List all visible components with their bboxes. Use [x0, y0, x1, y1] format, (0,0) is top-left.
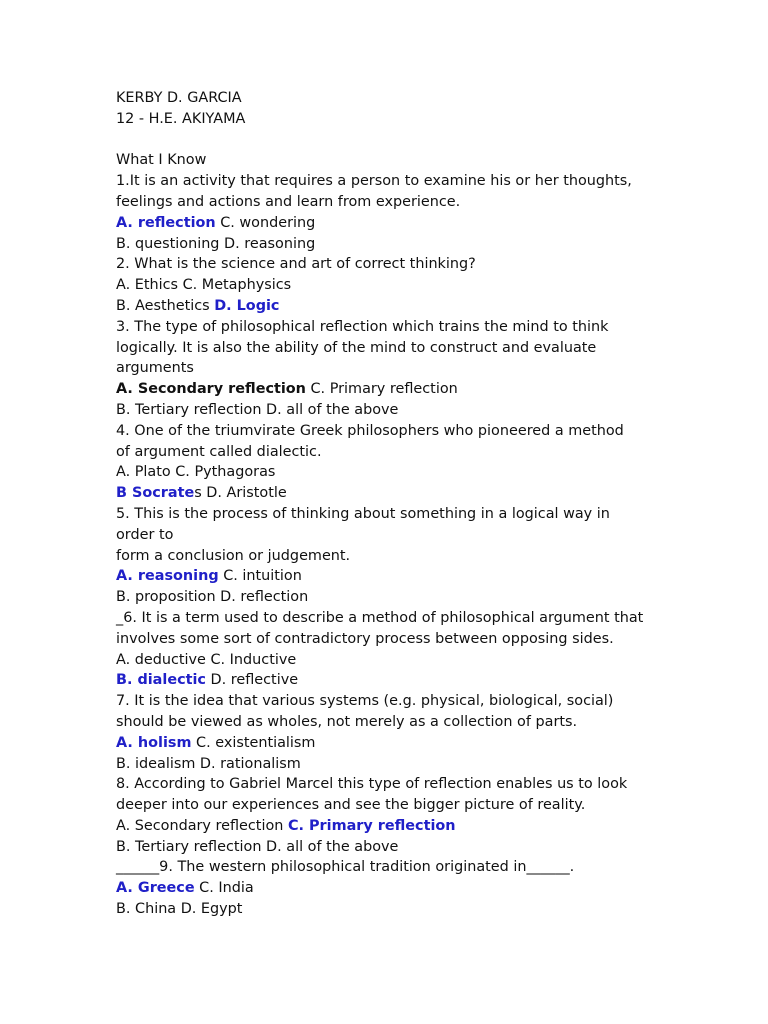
answer-option-text: A. Ethics C. Metaphysics [116, 277, 292, 294]
answer-options-line [116, 296, 716, 317]
answer-option-text: C. intuition [218, 568, 302, 585]
question-stem-line: 2. What is the science and art of correct thinking? [116, 256, 476, 273]
question-stem-line: 1.It is an activity that requires a person to examine his or her thoughts, [116, 173, 632, 190]
answer-options-line [116, 899, 716, 920]
question-stem-line: 3. The type of philosophical reflection which trains the mind to think [116, 318, 609, 335]
answer-options-line [116, 234, 716, 255]
document-page [116, 88, 716, 920]
question-stem-line: of argument called dialectic. [116, 443, 322, 460]
student-section: 12 - H.E. AKIYAMA [116, 110, 246, 127]
answer-option-text: B. idealism D. rationalism [116, 755, 301, 772]
answer-option-text: A. Plato C. Pythagoras [116, 464, 276, 481]
answer-option-text: D. reflective [205, 672, 299, 689]
answer-option-text: A. Secondary reflection [116, 817, 288, 834]
question-stem-line: ______9. The western philosophical tradition originated in______. [116, 859, 575, 876]
question-stem-line: deeper into our experiences and see the bigger picture of reality. [116, 797, 586, 814]
answer-option-text: C. wondering [215, 214, 316, 231]
answer-options-line [116, 733, 716, 754]
question-stem-line: should be viewed as wholes, not merely as a collection of parts. [116, 713, 578, 730]
answer-option-text: B. Tertiary reflection D. all of the above [116, 401, 399, 418]
answer-options-line [116, 379, 716, 400]
question-stem-line: 4. One of the triumvirate Greek philosophers who pioneered a method [116, 422, 624, 439]
selected-answer: A. holism [116, 734, 192, 751]
answer-options-line [116, 650, 716, 671]
question-stem-line: order to [116, 526, 174, 543]
question-stem-line: logically. It is also the ability of the mind to construct and evaluate [116, 339, 597, 356]
answer-option-text: C. India [194, 880, 254, 897]
selected-answer: D. Logic [214, 297, 280, 314]
selected-answer: A. reasoning [116, 568, 219, 585]
question-item [116, 317, 716, 421]
question-list [116, 171, 716, 920]
selected-answer: C. Primary reflection [287, 817, 456, 834]
answer-options-line [116, 462, 716, 483]
answer-options-line [116, 878, 716, 899]
question-stem-line: involves some sort of contradictory process between opposing sides. [116, 630, 614, 647]
answer-options-line [116, 213, 716, 234]
question-stem-line: 5. This is the process of thinking about something in a logical way in [116, 505, 610, 522]
answer-option-text: C. existentialism [191, 734, 316, 751]
selected-answer: A. reflection [116, 214, 216, 231]
question-stem-line: _6. It is a term used to describe a method of philosophical argument that [116, 609, 644, 626]
answer-option-text: B. Tertiary reflection D. all of the above [116, 838, 399, 855]
answer-option-text: B. Aesthetics [116, 297, 215, 314]
answer-option-text: B. questioning D. reasoning [116, 235, 316, 252]
answer-options-line [116, 816, 716, 837]
student-name: KERBY D. GARCIA [116, 90, 242, 106]
answer-option-text: s D. Aristotle [194, 485, 287, 502]
question-item [116, 774, 716, 857]
question-stem-line: 8. According to Gabriel Marcel this type of reflection enables us to look [116, 776, 628, 793]
question-stem-line: arguments [116, 360, 194, 377]
question-item [116, 857, 716, 919]
selected-answer: B. dialectic [116, 672, 206, 689]
answer-options-line [116, 587, 716, 608]
blank-line [116, 130, 716, 151]
selected-answer: A. Greece [116, 880, 195, 897]
question-item [116, 608, 716, 691]
answer-options-line [116, 754, 716, 775]
selected-answer-bold: A. Secondary reflection [116, 381, 306, 398]
question-item [116, 171, 716, 254]
question-item [116, 691, 716, 774]
answer-options-line [116, 670, 716, 691]
answer-options-line [116, 483, 716, 504]
answer-options-line [116, 837, 716, 858]
question-item [116, 504, 716, 608]
answer-option-text: C. Primary reflection [305, 381, 458, 398]
answer-option-text: A. deductive C. Inductive [116, 651, 297, 668]
answer-options-line [116, 275, 716, 296]
section-title: What I Know [116, 152, 207, 169]
question-stem-line: feelings and actions and learn from experience. [116, 193, 461, 210]
answer-option-text: B. proposition D. reflection [116, 589, 309, 606]
question-stem-line: 7. It is the idea that various systems (e.g. physical, biological, social) [116, 693, 614, 710]
question-stem-line: form a conclusion or judgement. [116, 547, 351, 564]
answer-options-line [116, 566, 716, 587]
question-item [116, 254, 716, 316]
selected-answer: B Socrate [116, 485, 195, 502]
answer-option-text: B. China D. Egypt [116, 901, 243, 918]
answer-options-line [116, 400, 716, 421]
question-item [116, 421, 716, 504]
